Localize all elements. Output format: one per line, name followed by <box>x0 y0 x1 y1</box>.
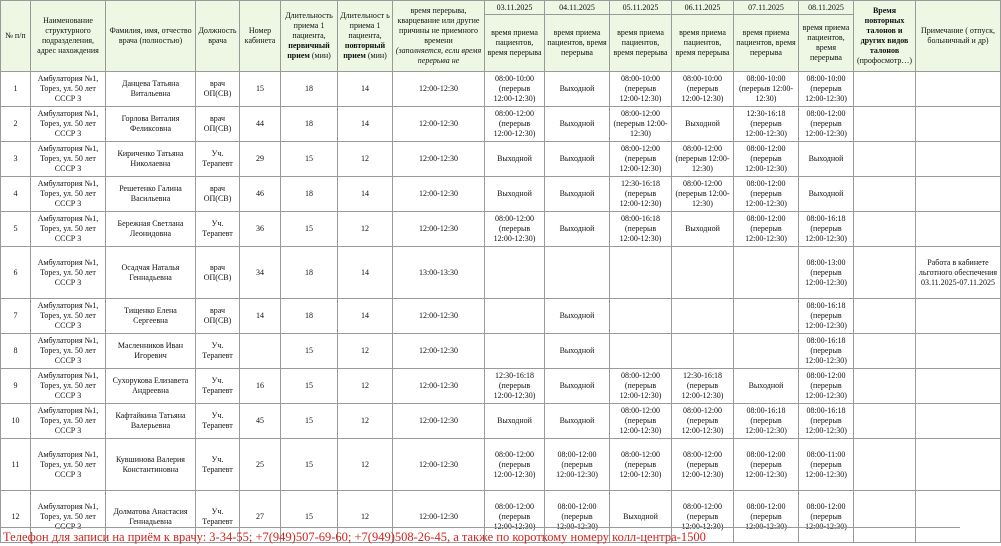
schedule-cell-day-2: Выходной <box>545 142 610 177</box>
schedule-cell-day-6: 08:00-16:18 (перерыв 12:00-12:30) <box>799 212 854 247</box>
break-cell: 12:00-12:30 <box>393 404 485 439</box>
schedule-cell-day-6: 08:00-12:00 (перерыв 12:00-12:30) <box>799 107 854 142</box>
cabinet-cell: 45 <box>240 404 281 439</box>
talons-cell <box>854 177 916 212</box>
header-break: время перерыва, кварцевание или другие причины не приемного времени (заполняется, если время перерыва не <box>393 1 485 72</box>
position-cell: врач ОП(СВ) <box>196 177 240 212</box>
break-cell: 12:00-12:30 <box>393 439 485 491</box>
break-cell: 12:00-12:30 <box>393 299 485 334</box>
repeat-duration-cell: 12 <box>338 439 393 491</box>
schedule-cell-day-3: Выходной <box>610 491 672 543</box>
table-row <box>1 107 1001 142</box>
doctor-name-cell: Кафтайкина Татьяна Валерьевна <box>106 404 196 439</box>
schedule-cell-day-6: 08:00-10:00 (перерыв 12:00-12:30) <box>799 72 854 107</box>
schedule-cell-day-5 <box>734 299 799 334</box>
schedule-cell-day-5 <box>734 334 799 369</box>
schedule-cell-day-4: 12:30-16:18 (перерыв 12:00-12:30) <box>672 369 734 404</box>
repeat-duration-cell: 14 <box>338 247 393 299</box>
break-cell: 12:00-12:30 <box>393 177 485 212</box>
table-row <box>1 369 1001 404</box>
position-cell: врач ОП(СВ) <box>196 107 240 142</box>
position-cell: Уч. Терапевт <box>196 212 240 247</box>
department-cell: Амбулатория №1, Торез, ул. 50 лет СССР 3 <box>31 299 106 334</box>
schedule-cell-day-5: 08:00-12:00 (перерыв 12:00-12:30) <box>734 491 799 543</box>
note-cell <box>916 334 1001 369</box>
header-date-2: 04.11.2025 <box>545 1 610 15</box>
schedule-cell-day-3: 08:00-12:00 (перерыв 12:00-12:30) <box>610 142 672 177</box>
talons-cell <box>854 142 916 177</box>
repeat-duration-cell: 14 <box>338 107 393 142</box>
schedule-cell-day-1: 08:00-12:00 (перерыв 12:00-12:30) <box>485 107 545 142</box>
schedule-cell-day-3: 12:30-16:18 (перерыв 12:00-12:30) <box>610 177 672 212</box>
schedule-cell-day-2: Выходной <box>545 369 610 404</box>
header-position: Должность врача <box>196 1 240 72</box>
schedule-cell-day-6: Выходной <box>799 177 854 212</box>
schedule-cell-day-4: 08:00-12:00 (перерыв 12:00-12:30) <box>672 491 734 543</box>
primary-duration-cell: 15 <box>281 491 338 543</box>
break-cell: 12:00-12:30 <box>393 107 485 142</box>
header-date-sub: время приема пациентов, время перерыва <box>485 15 545 72</box>
cabinet-cell: 44 <box>240 107 281 142</box>
schedule-cell-day-2: Выходной <box>545 404 610 439</box>
doctor-name-cell: Масленников Иван Игоревич <box>106 334 196 369</box>
repeat-duration-cell: 12 <box>338 491 393 543</box>
schedule-cell-day-3: 08:00-16:18 (перерыв 12:00-12:30) <box>610 212 672 247</box>
schedule-cell-day-1: 08:00-12:00 (перерыв 12:00-12:30) <box>485 439 545 491</box>
repeat-duration-cell: 12 <box>338 212 393 247</box>
department-cell: Амбулатория №1, Торез, ул. 50 лет СССР 3 <box>31 404 106 439</box>
doctor-name-cell: Горлова Виталия Феликсовна <box>106 107 196 142</box>
cabinet-cell: 36 <box>240 212 281 247</box>
row-number: 11 <box>1 439 31 491</box>
schedule-cell-day-4: Выходной <box>672 212 734 247</box>
schedule-cell-day-5: 12:30-16:18 (перерыв 12:00-12:30) <box>734 107 799 142</box>
table-row <box>1 299 1001 334</box>
header-doctor-name: Фамилия, имя, отчество врача (полностью) <box>106 1 196 72</box>
schedule-cell-day-3: 08:00-12:00 (перерыв 12:00-12:30) <box>610 369 672 404</box>
schedule-cell-day-1: Выходной <box>485 404 545 439</box>
doctor-name-cell: Данцева Татьяна Витальевна <box>106 72 196 107</box>
header-date-sub: время приема пациентов, время перерыва <box>799 15 854 72</box>
primary-duration-cell: 15 <box>281 439 338 491</box>
talons-cell <box>854 369 916 404</box>
break-cell: 13:00-13:30 <box>393 247 485 299</box>
position-cell: врач ОП(СВ) <box>196 299 240 334</box>
schedule-cell-day-5: 08:00-10:00 (перерыв 12:00- 12:30) <box>734 72 799 107</box>
header-date-3: 05.11.2025 <box>610 1 672 15</box>
row-number: 3 <box>1 142 31 177</box>
note-cell <box>916 439 1001 491</box>
schedule-cell-day-2: Выходной <box>545 334 610 369</box>
break-cell: 12:00-12:30 <box>393 212 485 247</box>
doctor-name-cell: Долматова Анастасия Геннадьевна <box>106 491 196 543</box>
header-date-sub: время приема пациентов, время перерыва <box>610 15 672 72</box>
table-row <box>1 212 1001 247</box>
department-cell: Амбулатория №1, Торез, ул. 50 лет СССР 3 <box>31 439 106 491</box>
repeat-duration-cell: 14 <box>338 177 393 212</box>
talons-cell <box>854 334 916 369</box>
repeat-duration-cell: 14 <box>338 299 393 334</box>
position-cell: врач ОП(СВ) <box>196 247 240 299</box>
header-num: № п/п <box>1 1 31 72</box>
header-date-sub: время приема пациентов, время перерыва <box>672 15 734 72</box>
row-number: 6 <box>1 247 31 299</box>
department-cell: Амбулатория №1, Торез, ул. 50 лет СССР 3 <box>31 107 106 142</box>
schedule-cell-day-2: 08:00-12:00 (перерыв 12:00-12:30) <box>545 439 610 491</box>
table-row <box>1 334 1001 369</box>
repeat-duration-cell: 12 <box>338 142 393 177</box>
talons-cell <box>854 107 916 142</box>
doctor-name-cell: Кириченко Татьяна Николаевна <box>106 142 196 177</box>
schedule-cell-day-6: 08:00-13:00 (перерыв 12:00-12:30) <box>799 247 854 299</box>
primary-duration-cell: 18 <box>281 177 338 212</box>
schedule-cell-day-1: 08:00-12:00 (перерыв 12:00-12:30) <box>485 212 545 247</box>
break-cell: 12:00-12:30 <box>393 142 485 177</box>
row-number: 4 <box>1 177 31 212</box>
doctor-name-cell: Кувшинова Валерия Константиновна <box>106 439 196 491</box>
note-cell <box>916 404 1001 439</box>
schedule-cell-day-5: 08:00-12:00 (перерыв 12:00-12:30) <box>734 142 799 177</box>
primary-duration-cell: 18 <box>281 72 338 107</box>
header-date-4: 06.11.2025 <box>672 1 734 15</box>
schedule-cell-day-4: 08:00-10:00 (перерыв 12:00-12:30) <box>672 72 734 107</box>
note-cell <box>916 212 1001 247</box>
table-header <box>1 1 1001 72</box>
schedule-cell-day-2: Выходной <box>545 107 610 142</box>
header-date-6: 08.11.2025 <box>799 1 854 15</box>
header-date-1: 03.11.2025 <box>485 1 545 15</box>
schedule-cell-day-6: Выходной <box>799 142 854 177</box>
schedule-cell-day-1 <box>485 247 545 299</box>
schedule-cell-day-6: 08:00-16:18 (перерыв 12:00-12:30) <box>799 334 854 369</box>
break-cell: 12:00-12:30 <box>393 369 485 404</box>
schedule-cell-day-1: 08:00-10:00 (перерыв 12:00-12:30) <box>485 72 545 107</box>
schedule-cell-day-6: 08:00-12:00 (перерыв 12:00-12:30) <box>799 491 854 543</box>
schedule-cell-day-5 <box>734 247 799 299</box>
schedule-cell-day-4: 08:00-12:00 (перерыв 12:00-12:30) <box>672 404 734 439</box>
department-cell: Амбулатория №1, Торез, ул. 50 лет СССР 3 <box>31 212 106 247</box>
header-date-sub: время приема пациентов, время перерыва <box>545 15 610 72</box>
schedule-cell-day-3: 08:00-10:00 (перерыв 12:00-12:30) <box>610 72 672 107</box>
row-number: 9 <box>1 369 31 404</box>
position-cell: Уч. Терапевт <box>196 439 240 491</box>
position-cell: Уч. Терапевт <box>196 369 240 404</box>
row-number: 10 <box>1 404 31 439</box>
schedule-cell-day-5: Выходной <box>734 369 799 404</box>
department-cell: Амбулатория №1, Торез, ул. 50 лет СССР 3 <box>31 247 106 299</box>
primary-duration-cell: 18 <box>281 299 338 334</box>
header-cabinet: Номер кабинета <box>240 1 281 72</box>
talons-cell <box>854 212 916 247</box>
schedule-cell-day-2: Выходной <box>545 299 610 334</box>
primary-duration-cell: 15 <box>281 369 338 404</box>
table-row <box>1 177 1001 212</box>
header-talons: Время повторных талонов и других видов талонов (профосмотр…) <box>854 1 916 72</box>
break-cell: 12:00-12:30 <box>393 72 485 107</box>
schedule-cell-day-3: 08:00-12:00 (перерыв 12:00- 12:30) <box>610 107 672 142</box>
primary-duration-cell: 15 <box>281 404 338 439</box>
department-cell: Амбулатория №1, Торез, ул. 50 лет СССР 3 <box>31 177 106 212</box>
note-cell <box>916 369 1001 404</box>
schedule-cell-day-1: Выходной <box>485 142 545 177</box>
schedule-cell-day-4: 08:00-12:00 (перерыв 12:00- 12:30) <box>672 177 734 212</box>
schedule-cell-day-6: 08:00-16:18 (перерыв 12:00-12:30) <box>799 299 854 334</box>
department-cell: Амбулатория №1, Торез, ул. 50 лет СССР 3 <box>31 142 106 177</box>
primary-duration-cell: 15 <box>281 212 338 247</box>
primary-duration-cell: 18 <box>281 107 338 142</box>
position-cell: Уч. Терапевт <box>196 404 240 439</box>
header-primary-duration: Длительность приема 1 пациента, первичный прием (мин) <box>281 1 338 72</box>
cabinet-cell: 14 <box>240 299 281 334</box>
break-cell: 12:00-12:30 <box>393 334 485 369</box>
break-cell: 12:00-12:30 <box>393 491 485 543</box>
repeat-duration-cell: 12 <box>338 404 393 439</box>
schedule-cell-day-3: 08:00-12:00 (перерыв 12:00-12:30) <box>610 439 672 491</box>
primary-duration-cell: 15 <box>281 142 338 177</box>
schedule-cell-day-4 <box>672 247 734 299</box>
schedule-cell-day-6: 08:00-16:18 (перерыв 12:00-12:30) <box>799 404 854 439</box>
department-cell: Амбулатория №1, Торез, ул. 50 лет СССР 3 <box>31 491 106 543</box>
schedule-cell-day-5: 08:00-12:00 (перерыв 12:00-12:30) <box>734 177 799 212</box>
header-repeat-duration: Длительност ь приема 1 пациента, повторный прием (мин) <box>338 1 393 72</box>
doctor-name-cell: Бережная Светлана Леонидовна <box>106 212 196 247</box>
note-cell <box>916 142 1001 177</box>
schedule-cell-day-3 <box>610 334 672 369</box>
schedule-cell-day-4: 08:00-12:00 (перерыв 12:00-12:30) <box>672 439 734 491</box>
repeat-duration-cell: 12 <box>338 334 393 369</box>
schedule-cell-day-2: Выходной <box>545 177 610 212</box>
schedule-cell-day-3 <box>610 247 672 299</box>
row-number: 2 <box>1 107 31 142</box>
cabinet-cell: 29 <box>240 142 281 177</box>
schedule-cell-day-1: 12:30-16:18 (перерыв 12:00-12:30) <box>485 369 545 404</box>
cabinet-cell: 46 <box>240 177 281 212</box>
row-number: 5 <box>1 212 31 247</box>
header-department: Наименование структурного подразделения, адрес нахождения <box>31 1 106 72</box>
cabinet-cell: 34 <box>240 247 281 299</box>
table-row <box>1 439 1001 491</box>
header-date-5: 07.11.2025 <box>734 1 799 15</box>
schedule-cell-day-1: Выходной <box>485 177 545 212</box>
schedule-cell-day-5: 08:00-16:18 (перерыв 12:00-12:30) <box>734 404 799 439</box>
schedule-cell-day-6: 08:00-12:00 (перерыв 12:00-12:30) <box>799 369 854 404</box>
talons-cell <box>854 299 916 334</box>
schedule-cell-day-1 <box>485 299 545 334</box>
schedule-cell-day-5: 08:00-12:00 (перерыв 12:00-12:30) <box>734 212 799 247</box>
primary-duration-cell: 18 <box>281 247 338 299</box>
schedule-cell-day-1: 08:00-12:00 (перерыв 12:00-12:30) <box>485 491 545 543</box>
department-cell: Амбулатория №1, Торез, ул. 50 лет СССР 3 <box>31 72 106 107</box>
doctor-name-cell: Сухорукова Елизавета Андреевна <box>106 369 196 404</box>
schedule-cell-day-6: 08:00-11:00 (перерыв 12:00-12:30) <box>799 439 854 491</box>
table-row <box>1 72 1001 107</box>
schedule-cell-day-2: Выходной <box>545 212 610 247</box>
schedule-cell-day-4: 08:00-12:00 (перерыв 12:00- 12:30) <box>672 142 734 177</box>
cabinet-cell: 25 <box>240 439 281 491</box>
talons-cell <box>854 439 916 491</box>
phone-footer: Телефон для записи на приём к врачу: 3-34-55; +7(949)507-69-60; +7(949)508-26-45, а также по короткому номеру колл-центра-1500 <box>0 527 960 546</box>
schedule-cell-day-3: 08:00-12:00 (перерыв 12:00-12:30) <box>610 404 672 439</box>
schedule-cell-day-2: Выходной <box>545 72 610 107</box>
note-cell <box>916 107 1001 142</box>
cabinet-cell: 15 <box>240 72 281 107</box>
note-cell: Работа в кабинете льготного обеспечения 03.11.2025-07.11.2025 <box>916 247 1001 299</box>
schedule-cell-day-1 <box>485 334 545 369</box>
department-cell: Амбулатория №1, Торез, ул. 50 лет СССР 3 <box>31 369 106 404</box>
position-cell: Уч. Терапевт <box>196 491 240 543</box>
row-number: 1 <box>1 72 31 107</box>
doctor-name-cell: Тищенко Елена Сергеевна <box>106 299 196 334</box>
row-number: 7 <box>1 299 31 334</box>
position-cell: Уч. Терапевт <box>196 142 240 177</box>
department-cell: Амбулатория №1, Торез, ул. 50 лет СССР 3 <box>31 334 106 369</box>
schedule-cell-day-5: 08:00-12:00 (перерыв 12:00-12:30) <box>734 439 799 491</box>
schedule-cell-day-4 <box>672 299 734 334</box>
talons-cell <box>854 247 916 299</box>
schedule-cell-day-2: 08:00-12:00 (перерыв 12:00-12:30) <box>545 491 610 543</box>
talons-cell <box>854 404 916 439</box>
talons-cell <box>854 72 916 107</box>
schedule-cell-day-4 <box>672 334 734 369</box>
row-number: 8 <box>1 334 31 369</box>
schedule-cell-day-4: Выходной <box>672 107 734 142</box>
schedule-cell-day-3 <box>610 299 672 334</box>
cabinet-cell: 16 <box>240 369 281 404</box>
table-body <box>1 72 1001 543</box>
note-cell <box>916 72 1001 107</box>
note-cell <box>916 299 1001 334</box>
row-number: 12 <box>1 491 31 543</box>
schedule-cell-day-2 <box>545 247 610 299</box>
cabinet-cell <box>240 334 281 369</box>
repeat-duration-cell: 14 <box>338 72 393 107</box>
header-note: Примечание ( отпуск, больничный и др) <box>916 1 1001 72</box>
note-cell <box>916 177 1001 212</box>
primary-duration-cell: 15 <box>281 334 338 369</box>
cabinet-cell: 27 <box>240 491 281 543</box>
position-cell: Уч. Терапевт <box>196 334 240 369</box>
header-date-sub: время приема пациентов, время перерыва <box>734 15 799 72</box>
doctor-name-cell: Решетенко Галина Васильевна <box>106 177 196 212</box>
doctor-name-cell: Осадчая Наталья Геннадьевна <box>106 247 196 299</box>
table-row <box>1 404 1001 439</box>
repeat-duration-cell: 12 <box>338 369 393 404</box>
table-row <box>1 247 1001 299</box>
position-cell: врач ОП(СВ) <box>196 72 240 107</box>
table-row <box>1 142 1001 177</box>
